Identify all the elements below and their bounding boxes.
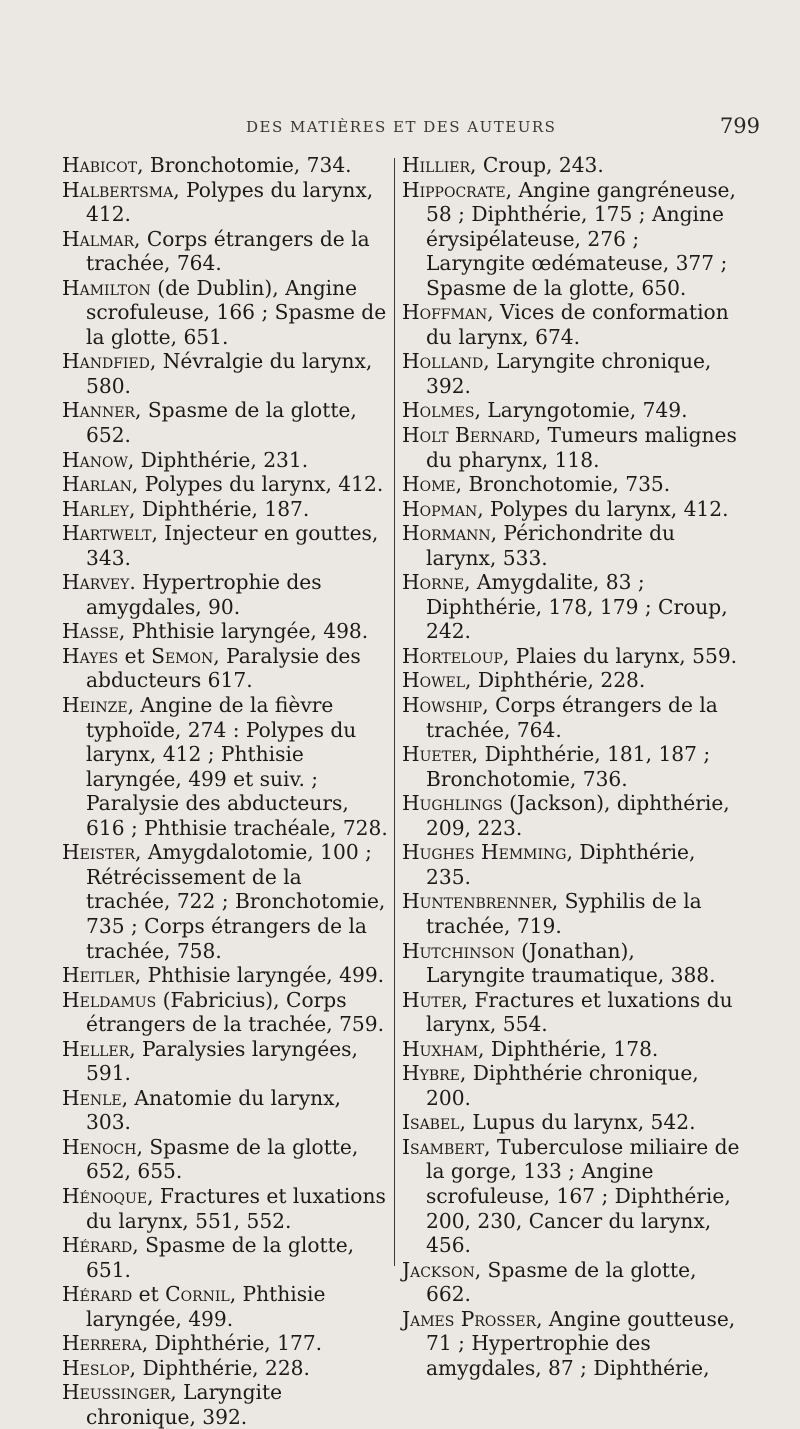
index-entry [402,1061,740,1110]
index-column-left [62,153,390,1429]
index-entry [402,570,740,644]
index-entry [62,1086,390,1135]
author-name: Hanner [62,398,135,423]
entry-text: , Vices de conformation du larynx, 674. [426,300,729,349]
entry-text: , Diphthérie, 231. [127,447,309,472]
entry-text: , Bronchotomie, 734. [137,153,352,177]
entry-text: , Angine gangréneuse, 58 ; Diphthérie, 175 ; Angine érysipélateuse, 276 ; Laryngite œdémateuse, 377 ; Spasme de la glotte, 650. [426,177,736,300]
entry-text: , Phthisie laryngée, 498. [118,619,369,644]
entry-text: , Angine goutteuse, 71 ; Hypertrophie des amygdales, 87 ; Diphthérie, [426,1306,736,1380]
column-divider [394,158,395,1266]
entry-text: , Plaies du larynx, 559. [502,643,738,668]
index-entry [62,619,390,644]
index-entry [62,472,390,497]
author-name: Hérard [62,1233,133,1258]
index-entry [62,276,390,350]
entry-text: , Laryngotomie, 749. [474,398,688,423]
index-entry [402,1037,740,1062]
author-name: Hybre [402,1061,460,1086]
author-name: Heslop [62,1355,130,1380]
author-name: Cornil [165,1282,230,1307]
entry-text: , Bronchotomie, 735. [455,472,671,497]
entry-text: , Amygdalotomie, 100 ; Rétrécissement de la trachée, 722 ; Bronchotomie, 735 ; Corps étrangers de la trachée, 758. [86,840,386,963]
author-name: Hormann [402,521,491,546]
running-title: DES MATIÈRES ET DES AUTEURS [246,118,557,136]
entry-text: , Diphthérie, 228. [465,668,646,693]
author-name: Harley [62,496,130,521]
author-name: Halbertsma [62,177,174,202]
entry-text: , Laryngite chronique, 392. [426,349,712,398]
entry-text: , Croup, 243. [470,153,604,177]
entry-text: , Diphthérie, 235. [426,840,696,889]
entry-text: , Diphthérie, 178. [478,1036,659,1061]
author-name: Hueter [402,742,472,767]
author-name: Hénoque [62,1183,148,1208]
index-entry [402,1258,740,1307]
index-entry [402,153,740,178]
entry-text: et [118,643,152,668]
page-number: 799 [719,114,760,138]
author-name: Heldamus [62,987,157,1012]
author-name: Holmes [402,398,475,423]
index-entry [62,1037,390,1086]
entry-text: , Tumeurs malignes du pharynx, 118. [426,423,737,472]
index-entry [62,1233,390,1282]
index-entry [62,840,390,963]
entry-text: , Diphthérie, 228. [129,1355,310,1380]
index-entry [62,227,390,276]
index-entry [62,1184,390,1233]
index-entry [402,423,740,472]
entry-text: , Périchondrite du larynx, 533. [426,521,676,570]
index-entry [402,742,740,791]
author-name: Huter [402,987,462,1012]
author-name: Habicot [62,153,138,177]
index-entry [402,791,740,840]
entry-text: , Phthisie laryngée, 499. [86,1282,326,1331]
author-name: Howel [402,668,465,693]
entry-text: , Paralysie des abducteurs 617. [86,643,361,693]
index-entry [402,668,740,693]
author-name: Home [402,472,456,497]
author-name: Hughes Hemming [402,840,567,865]
index-entry [402,644,740,669]
author-name: Hanow [62,447,128,472]
author-name: Halmar [62,226,134,251]
entry-text: , Spasme de la glotte, 662. [426,1257,697,1307]
index-entry [402,178,740,301]
author-name: Hartwelt [62,521,152,546]
index-entry [62,570,390,619]
index-entry [62,448,390,473]
entry-text: , Anatomie du larynx, 303. [86,1085,341,1135]
author-name: Henle [62,1085,122,1110]
author-name: Jackson [402,1257,475,1282]
author-name: Hayes [62,643,119,668]
entry-text: et [132,1282,166,1307]
entry-text: , Spasme de la glotte, 652. [86,398,357,448]
index-entry [62,693,390,840]
index-column-right [402,153,740,1380]
entry-text: , Diphthérie, 187. [129,496,310,521]
index-entry [62,963,390,988]
author-name: Hillier [402,153,471,177]
index-entry [402,939,740,988]
author-name: Holt Bernard [402,423,535,448]
author-name: Hughlings [402,791,503,816]
index-entry [402,398,740,423]
entry-text: , Tuberculose miliaire de la gorge, 133 ; Angine scrofuleuse, 167 ; Diphthérie, 200, 230, Cancer du larynx, 456. [426,1134,740,1258]
entry-text: , Phthisie laryngée, 499. [134,963,385,988]
index-entry [62,349,390,398]
index-entry [402,1307,740,1381]
entry-text: (Jonathan), Laryngite traumatique, 388. [426,938,716,988]
author-name: Heitler [62,963,135,988]
author-name: Huntenbrenner [402,889,552,914]
index-entry [402,349,740,398]
index-entry [62,153,390,178]
author-name: Horne [402,570,465,595]
page-header [60,114,760,142]
author-name: Heinze [62,693,128,718]
entry-text: , Névralgie du larynx, 580. [86,349,373,398]
entry-text: , Spasme de la glotte, 652, 655. [86,1134,359,1184]
entry-text: , Fractures et luxations du larynx, 551, 552. [86,1183,386,1233]
index-entry [62,1135,390,1184]
index-entry [62,521,390,570]
entry-text: , Syphilis de la trachée, 719. [426,889,702,938]
index-entry [402,472,740,497]
author-name: Harvey [62,570,130,595]
entry-text: , Paralysies laryngées, 591. [86,1036,358,1086]
author-name: Hérard [62,1282,133,1307]
entry-text: , Fractures et luxations du larynx, 554. [426,987,733,1037]
index-entry [62,988,390,1037]
entry-text: (Fabricius), Corps étrangers de la trachée, 759. [86,987,385,1037]
entry-text: , Diphthérie, 177. [141,1331,323,1356]
index-entry [62,1282,390,1331]
author-name: Huxham [402,1036,479,1061]
index-entry [62,178,390,227]
author-name: Hopman [402,496,478,521]
index-entry [62,497,390,522]
author-name: Harlan [62,472,132,497]
author-name: Hippocrate [402,177,506,202]
entry-text: , Polypes du larynx, 412. [131,472,384,497]
author-name: Isambert [402,1134,485,1159]
entry-text: , Polypes du larynx, 412. [477,496,729,521]
index-entry [62,398,390,447]
author-name: Herrera [62,1331,142,1356]
entry-text: , Polypes du larynx, 412. [86,177,374,227]
index-entry [62,1356,390,1381]
author-name: Hutchinson [402,938,515,963]
index-entry [402,840,740,889]
entry-text: , Angine de la fièvre typhoïde, 274 : Polypes du larynx, 412 ; Phthisie laryngée, 499 et suiv. ; Paralysie des abducteurs, 616 ; Phthisie trachéale, 728. [86,693,388,840]
author-name: Heister [62,840,136,865]
entry-text: , Injecteur en gouttes, 343. [86,521,379,570]
entry-text: , Diphthérie, 181, 187 ; Bronchotomie, 736. [426,742,711,791]
author-name: Semon [151,643,214,668]
author-name: Isabel [402,1110,460,1135]
entry-text: , Diphthérie chronique, 200. [426,1061,699,1110]
index-entry [62,1331,390,1356]
entry-text: , Lupus du larynx, 542. [459,1110,696,1135]
entry-text: , Amygdalite, 83 ; Diphthérie, 178, 179 ; Croup, 242. [426,570,728,644]
author-name: Hasse [62,619,119,644]
author-name: Handfied [62,349,150,374]
author-name: James Prosser [402,1306,537,1331]
entry-text: , Corps étrangers de la trachée, 764. [86,226,370,276]
index-entry [402,521,740,570]
index-entry [402,1135,740,1258]
index-entry [62,644,390,693]
index-entry [62,1380,390,1429]
author-name: Heussinger [62,1380,171,1405]
index-entry [402,889,740,938]
author-name: Heller [62,1036,130,1061]
author-name: Hoffman [402,300,488,325]
entry-text: , Corps étrangers de la trachée, 764. [426,693,718,742]
index-entry [402,693,740,742]
entry-text: , Laryngite chronique, 392. [86,1380,283,1429]
index-entry [402,1110,740,1135]
author-name: Holland [402,349,484,374]
author-name: Horteloup [402,643,503,668]
index-entry [402,300,740,349]
author-name: Howship [402,693,483,718]
author-name: Hamilton [62,275,151,300]
index-entry [402,497,740,522]
author-name: Henoch [62,1134,137,1159]
entry-text: (de Dublin), Angine scrofuleuse, 166 ; Spasme de la glotte, 651. [86,275,387,349]
index-entry [402,988,740,1037]
entry-text: , Spasme de la glotte, 651. [86,1233,355,1282]
entry-text: (Jackson), diphthérie, 209, 223. [426,791,730,840]
entry-text: . Hypertrophie des amygdales, 90. [86,570,322,619]
